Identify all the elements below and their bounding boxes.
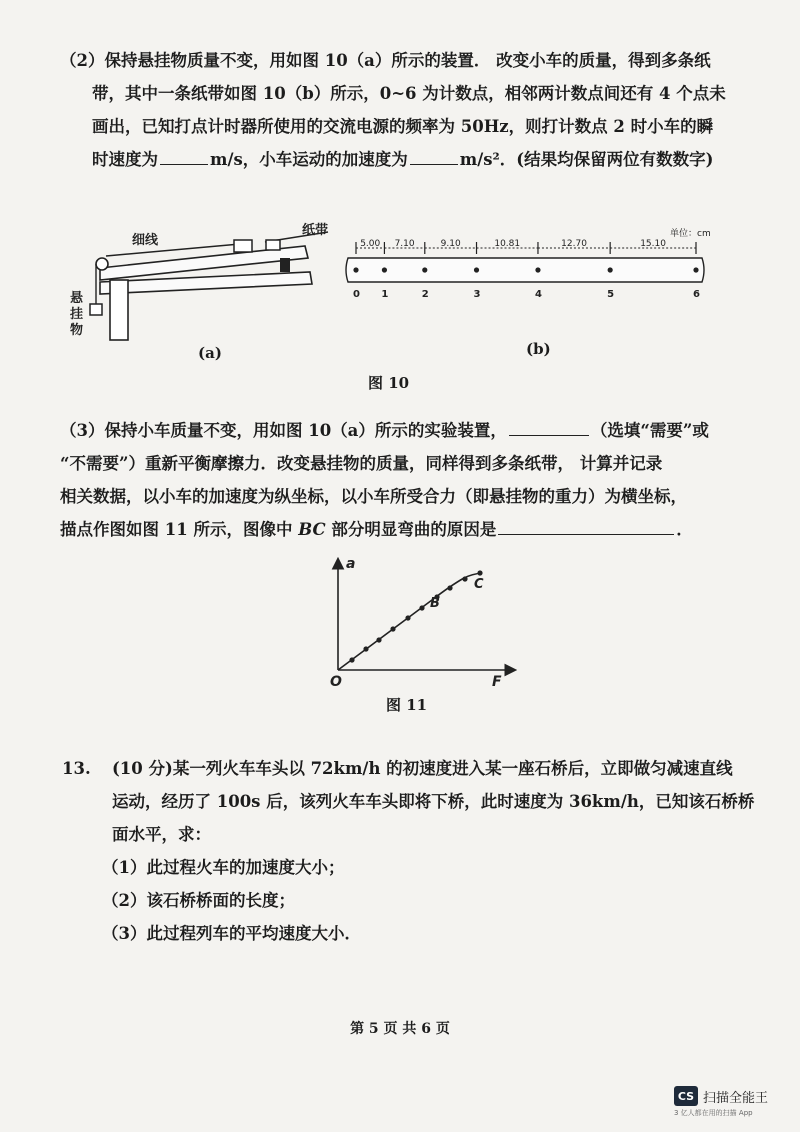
q3-bc: BC [298, 520, 326, 539]
q3-line-1 [60, 414, 750, 447]
tape-dot [608, 267, 613, 272]
figure-10-caption: 图 10 [368, 374, 410, 392]
label-hanging-1: 悬 [70, 291, 84, 306]
tape-point-label: 1 [381, 289, 389, 300]
q3-line-2: “不需要”）重新平衡摩擦力．改变悬挂物的质量，同样得到多条纸带， 计算并记录 [60, 454, 663, 473]
data-point [477, 570, 482, 575]
q2-line-4-part-3: m/s²．(结果均保留两位有数数字) [459, 150, 714, 169]
tape-point-label: 6 [693, 289, 700, 300]
data-point [363, 646, 368, 651]
figure-11-caption: 图 11 [386, 696, 428, 714]
q2-line-1: （2）保持悬挂物质量不变，用如图 10（a）所示的装置． 改变小车的质量，得到多条纸 [60, 51, 711, 70]
page-footer: 第 5 页 共 6 页 [350, 1021, 450, 1037]
tape-segments [356, 239, 696, 249]
origin-label: O [330, 674, 342, 688]
axis-x-label: F [492, 674, 502, 688]
curve-abc [338, 573, 482, 670]
hanging-weight [90, 304, 102, 315]
q2-line-4-part-1: 时速度为 [92, 150, 158, 169]
q13-item-3: （3）此过程列车的平均速度大小． [102, 924, 361, 943]
answer-blank-friction[interactable] [509, 421, 589, 436]
q13-line-2: 运动，经历了 100s 后，该列火车车头即将下桥，此时速度为 36km/h，已知该石桥桥 [112, 792, 755, 811]
point-b-label: B [430, 596, 440, 611]
q13-number: 13. [62, 759, 91, 778]
question-13 [62, 752, 755, 950]
figure-10b-label: (b) [526, 340, 551, 358]
figure-11-graph [322, 552, 522, 688]
timer [266, 240, 280, 250]
data-points [349, 570, 482, 662]
figure-10a-apparatus [70, 218, 340, 348]
watermark-name: 扫描全能王 [703, 1090, 769, 1106]
tape-dot [693, 267, 698, 272]
axis-y-label: a [346, 556, 356, 572]
tape-dot [353, 267, 358, 272]
data-point [462, 576, 467, 581]
watermark-subtitle: 3 亿人都在用的扫描 App [674, 1109, 753, 1117]
answer-blank-acceleration[interactable] [410, 150, 458, 165]
answer-blank-velocity[interactable] [160, 150, 208, 165]
q3-line-4-part-1: 描点作图如图 11 所示，图像中 [60, 520, 299, 539]
q3-line-1-part-2: （选填“需要”或 [590, 421, 709, 440]
tape-point-label: 2 [421, 289, 429, 300]
q2-line-2: 带，其中一条纸带如图 10（b）所示，0~6 为计数点，相邻两计数点间还有 4 个点未 [92, 84, 726, 103]
tape-point-label: 5 [607, 289, 615, 300]
data-point [405, 615, 410, 620]
figure-10a-label: (a) [198, 344, 222, 362]
q2-line-4-part-2: m/s，小车运动的加速度为 [210, 150, 408, 169]
q13-item-1: （1）此过程火车的加速度大小； [102, 858, 345, 877]
tape-dot [535, 267, 540, 272]
label-hanging-2: 挂 [70, 307, 84, 322]
scanner-watermark [674, 1086, 784, 1118]
tape-dot [382, 267, 387, 272]
tape-segment-label: 10.81 [494, 239, 521, 249]
tape-segment-label: 7.10 [394, 239, 415, 249]
data-point [390, 626, 395, 631]
thin-string [106, 244, 240, 256]
q3-line-4-end: ． [676, 520, 693, 539]
label-thin-line: 细线 [132, 233, 159, 248]
wedge-block [280, 258, 290, 272]
answer-blank-bc-reason[interactable] [498, 520, 674, 535]
figure-10b-tape [340, 226, 720, 306]
q3-line-4-part-2: 部分明显弯曲的原因是 [325, 520, 497, 539]
tape-segment-label: 9.10 [440, 239, 461, 249]
question-2 [60, 44, 750, 176]
q13-line-1 [62, 752, 752, 785]
tape-segment-label: 12.70 [561, 239, 587, 249]
tape-dot [474, 267, 479, 272]
label-hanging-3: 物 [70, 323, 84, 338]
table-top [110, 280, 128, 340]
label-paper-tape: 纸带 [302, 223, 329, 238]
tape-point-label: 0 [353, 289, 360, 300]
data-point [376, 637, 381, 642]
tape-unit: 单位：cm [670, 229, 711, 239]
q3-line-3: 相关数据，以小车的加速度为纵坐标，以小车所受合力（即悬挂物的重力）为横坐标， [60, 487, 687, 506]
q13-item-2: （2）该石桥桥面的长度； [102, 891, 295, 910]
question-3 [60, 414, 750, 546]
q2-line-3: 画出，已知打点计时器所使用的交流电源的频率为 50Hz，则打计数点 2 时小车的瞬 [92, 117, 714, 136]
cs-logo-icon: CS [674, 1086, 698, 1106]
tape-point-label: 3 [473, 289, 481, 300]
tape-segment-label: 5.00 [360, 239, 381, 249]
q13-line-3: 面水平，求： [112, 825, 211, 844]
data-point [349, 657, 354, 662]
tape-segment-label: 15.10 [640, 239, 666, 249]
q13-line-1-text: (10 分)某一列火车车头以 72km/h 的初速度进入某一座石桥后，立即做匀减速直线 [112, 759, 733, 778]
q3-line-1-part-1: （3）保持小车质量不变，用如图 10（a）所示的实验装置， [60, 421, 507, 440]
tape-point-label: 4 [534, 289, 542, 300]
pulley [96, 258, 108, 270]
data-point [419, 605, 424, 610]
cart [234, 240, 252, 252]
tape-outline [346, 258, 704, 282]
data-point [447, 585, 452, 590]
point-c-label: C [474, 577, 484, 592]
tape-dot [422, 267, 427, 272]
q2-line-4 [60, 143, 750, 176]
q3-line-4 [60, 513, 750, 546]
